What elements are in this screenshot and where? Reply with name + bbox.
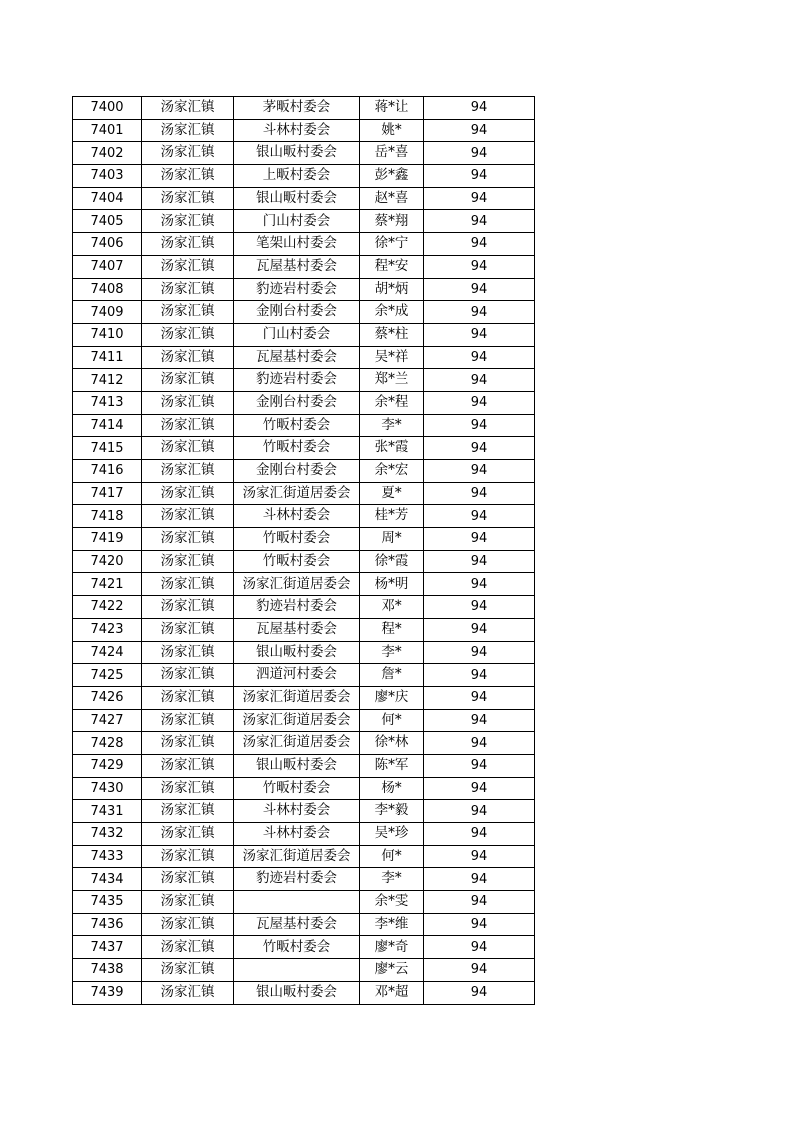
score-cell: 94 xyxy=(424,323,535,346)
row-number-cell: 7433 xyxy=(73,845,142,868)
town-cell: 汤家汇镇 xyxy=(142,641,234,664)
table-row xyxy=(73,823,535,846)
village-committee-cell: 斗林村委会 xyxy=(234,823,360,846)
person-name-cell: 蒋*让 xyxy=(360,97,424,120)
score-cell: 94 xyxy=(424,119,535,142)
town-cell: 汤家汇镇 xyxy=(142,709,234,732)
score-cell: 94 xyxy=(424,777,535,800)
row-number-cell: 7428 xyxy=(73,732,142,755)
score-cell: 94 xyxy=(424,142,535,165)
village-committee-cell: 茅畈村委会 xyxy=(234,97,360,120)
village-committee-cell: 竹畈村委会 xyxy=(234,414,360,437)
table-row xyxy=(73,460,535,483)
town-cell: 汤家汇镇 xyxy=(142,845,234,868)
village-committee-cell: 汤家汇街道居委会 xyxy=(234,686,360,709)
score-cell: 94 xyxy=(424,460,535,483)
village-committee-cell: 斗林村委会 xyxy=(234,800,360,823)
village-committee-cell: 豹迹岩村委会 xyxy=(234,278,360,301)
score-cell: 94 xyxy=(424,981,535,1004)
roster-table-body xyxy=(73,97,535,1005)
town-cell: 汤家汇镇 xyxy=(142,959,234,982)
table-row xyxy=(73,959,535,982)
table-row xyxy=(73,165,535,188)
person-name-cell: 余*雯 xyxy=(360,891,424,914)
town-cell: 汤家汇镇 xyxy=(142,550,234,573)
person-name-cell: 杨* xyxy=(360,777,424,800)
score-cell: 94 xyxy=(424,573,535,596)
person-name-cell: 李*维 xyxy=(360,913,424,936)
village-committee-cell: 竹畈村委会 xyxy=(234,936,360,959)
table-row xyxy=(73,142,535,165)
village-committee-cell: 斗林村委会 xyxy=(234,505,360,528)
row-number-cell: 7400 xyxy=(73,97,142,120)
village-committee-cell: 竹畈村委会 xyxy=(234,528,360,551)
village-committee-cell: 门山村委会 xyxy=(234,210,360,233)
row-number-cell: 7413 xyxy=(73,391,142,414)
table-row xyxy=(73,391,535,414)
row-number-cell: 7415 xyxy=(73,437,142,460)
person-name-cell: 詹* xyxy=(360,664,424,687)
score-cell: 94 xyxy=(424,187,535,210)
row-number-cell: 7414 xyxy=(73,414,142,437)
score-cell: 94 xyxy=(424,528,535,551)
table-row xyxy=(73,777,535,800)
person-name-cell: 徐*林 xyxy=(360,732,424,755)
row-number-cell: 7405 xyxy=(73,210,142,233)
village-committee-cell: 豹迹岩村委会 xyxy=(234,596,360,619)
village-committee-cell: 银山畈村委会 xyxy=(234,142,360,165)
row-number-cell: 7419 xyxy=(73,528,142,551)
person-name-cell: 周* xyxy=(360,528,424,551)
village-committee-cell: 竹畈村委会 xyxy=(234,550,360,573)
row-number-cell: 7427 xyxy=(73,709,142,732)
town-cell: 汤家汇镇 xyxy=(142,618,234,641)
row-number-cell: 7426 xyxy=(73,686,142,709)
table-row xyxy=(73,369,535,392)
town-cell: 汤家汇镇 xyxy=(142,800,234,823)
town-cell: 汤家汇镇 xyxy=(142,664,234,687)
town-cell: 汤家汇镇 xyxy=(142,142,234,165)
village-committee-cell: 金刚台村委会 xyxy=(234,391,360,414)
person-name-cell: 张*霞 xyxy=(360,437,424,460)
person-name-cell: 余*程 xyxy=(360,391,424,414)
person-name-cell: 彭*鑫 xyxy=(360,165,424,188)
person-name-cell: 徐*宁 xyxy=(360,233,424,256)
row-number-cell: 7402 xyxy=(73,142,142,165)
town-cell: 汤家汇镇 xyxy=(142,936,234,959)
town-cell: 汤家汇镇 xyxy=(142,369,234,392)
town-cell: 汤家汇镇 xyxy=(142,596,234,619)
row-number-cell: 7421 xyxy=(73,573,142,596)
row-number-cell: 7408 xyxy=(73,278,142,301)
town-cell: 汤家汇镇 xyxy=(142,119,234,142)
person-name-cell: 吴*珍 xyxy=(360,823,424,846)
village-committee-cell: 门山村委会 xyxy=(234,323,360,346)
row-number-cell: 7425 xyxy=(73,664,142,687)
person-name-cell: 蔡*柱 xyxy=(360,323,424,346)
town-cell: 汤家汇镇 xyxy=(142,391,234,414)
row-number-cell: 7404 xyxy=(73,187,142,210)
person-name-cell: 吴*祥 xyxy=(360,346,424,369)
person-name-cell: 陈*军 xyxy=(360,754,424,777)
town-cell: 汤家汇镇 xyxy=(142,754,234,777)
score-cell: 94 xyxy=(424,369,535,392)
town-cell: 汤家汇镇 xyxy=(142,210,234,233)
town-cell: 汤家汇镇 xyxy=(142,777,234,800)
table-row xyxy=(73,754,535,777)
town-cell: 汤家汇镇 xyxy=(142,346,234,369)
person-name-cell: 蔡*翔 xyxy=(360,210,424,233)
person-name-cell: 郑*兰 xyxy=(360,369,424,392)
village-committee-cell: 银山畈村委会 xyxy=(234,641,360,664)
person-name-cell: 余*成 xyxy=(360,301,424,324)
village-committee-cell: 汤家汇街道居委会 xyxy=(234,482,360,505)
person-name-cell: 何* xyxy=(360,845,424,868)
table-row xyxy=(73,641,535,664)
person-name-cell: 徐*霞 xyxy=(360,550,424,573)
person-name-cell: 邓* xyxy=(360,596,424,619)
village-committee-cell: 竹畈村委会 xyxy=(234,777,360,800)
row-number-cell: 7432 xyxy=(73,823,142,846)
table-row xyxy=(73,528,535,551)
town-cell: 汤家汇镇 xyxy=(142,460,234,483)
town-cell: 汤家汇镇 xyxy=(142,278,234,301)
table-row xyxy=(73,981,535,1004)
table-row xyxy=(73,936,535,959)
person-name-cell: 李* xyxy=(360,641,424,664)
table-row xyxy=(73,913,535,936)
score-cell: 94 xyxy=(424,709,535,732)
table-row xyxy=(73,278,535,301)
person-name-cell: 姚* xyxy=(360,119,424,142)
row-number-cell: 7439 xyxy=(73,981,142,1004)
score-cell: 94 xyxy=(424,868,535,891)
table-row xyxy=(73,596,535,619)
row-number-cell: 7423 xyxy=(73,618,142,641)
village-committee-cell: 瓦屋基村委会 xyxy=(234,913,360,936)
score-cell: 94 xyxy=(424,550,535,573)
row-number-cell: 7438 xyxy=(73,959,142,982)
village-committee-cell xyxy=(234,959,360,982)
row-number-cell: 7417 xyxy=(73,482,142,505)
town-cell: 汤家汇镇 xyxy=(142,823,234,846)
village-committee-cell: 笔架山村委会 xyxy=(234,233,360,256)
person-name-cell: 赵*喜 xyxy=(360,187,424,210)
row-number-cell: 7437 xyxy=(73,936,142,959)
table-row xyxy=(73,97,535,120)
town-cell: 汤家汇镇 xyxy=(142,301,234,324)
score-cell: 94 xyxy=(424,210,535,233)
person-name-cell: 邓*超 xyxy=(360,981,424,1004)
town-cell: 汤家汇镇 xyxy=(142,528,234,551)
table-row xyxy=(73,210,535,233)
score-cell: 94 xyxy=(424,936,535,959)
town-cell: 汤家汇镇 xyxy=(142,482,234,505)
person-name-cell: 何* xyxy=(360,709,424,732)
village-committee-cell: 瓦屋基村委会 xyxy=(234,346,360,369)
person-name-cell: 李* xyxy=(360,868,424,891)
score-cell: 94 xyxy=(424,641,535,664)
person-name-cell: 夏* xyxy=(360,482,424,505)
table-row xyxy=(73,482,535,505)
table-row xyxy=(73,868,535,891)
row-number-cell: 7434 xyxy=(73,868,142,891)
table-row xyxy=(73,891,535,914)
score-cell: 94 xyxy=(424,732,535,755)
row-number-cell: 7430 xyxy=(73,777,142,800)
row-number-cell: 7411 xyxy=(73,346,142,369)
table-row xyxy=(73,187,535,210)
table-row xyxy=(73,301,535,324)
score-cell: 94 xyxy=(424,618,535,641)
score-cell: 94 xyxy=(424,913,535,936)
table-row xyxy=(73,119,535,142)
score-cell: 94 xyxy=(424,891,535,914)
village-committee-cell: 汤家汇街道居委会 xyxy=(234,573,360,596)
town-cell: 汤家汇镇 xyxy=(142,414,234,437)
town-cell: 汤家汇镇 xyxy=(142,187,234,210)
table-row xyxy=(73,437,535,460)
row-number-cell: 7429 xyxy=(73,754,142,777)
table-row xyxy=(73,732,535,755)
person-name-cell: 程*安 xyxy=(360,255,424,278)
score-cell: 94 xyxy=(424,437,535,460)
score-cell: 94 xyxy=(424,845,535,868)
row-number-cell: 7409 xyxy=(73,301,142,324)
row-number-cell: 7412 xyxy=(73,369,142,392)
row-number-cell: 7422 xyxy=(73,596,142,619)
village-committee-cell: 瓦屋基村委会 xyxy=(234,255,360,278)
row-number-cell: 7424 xyxy=(73,641,142,664)
person-name-cell: 胡*炳 xyxy=(360,278,424,301)
person-name-cell: 李*毅 xyxy=(360,800,424,823)
row-number-cell: 7420 xyxy=(73,550,142,573)
table-row xyxy=(73,800,535,823)
table-row xyxy=(73,414,535,437)
town-cell: 汤家汇镇 xyxy=(142,913,234,936)
village-committee-cell: 竹畈村委会 xyxy=(234,437,360,460)
score-cell: 94 xyxy=(424,97,535,120)
score-cell: 94 xyxy=(424,414,535,437)
score-cell: 94 xyxy=(424,346,535,369)
table-row xyxy=(73,845,535,868)
village-committee-cell: 金刚台村委会 xyxy=(234,301,360,324)
row-number-cell: 7416 xyxy=(73,460,142,483)
person-name-cell: 李* xyxy=(360,414,424,437)
table-row xyxy=(73,709,535,732)
person-name-cell: 余*宏 xyxy=(360,460,424,483)
village-committee-cell: 银山畈村委会 xyxy=(234,754,360,777)
village-committee-cell: 上畈村委会 xyxy=(234,165,360,188)
town-cell: 汤家汇镇 xyxy=(142,868,234,891)
table-row xyxy=(73,255,535,278)
table-row xyxy=(73,618,535,641)
town-cell: 汤家汇镇 xyxy=(142,255,234,278)
row-number-cell: 7410 xyxy=(73,323,142,346)
village-committee-cell: 金刚台村委会 xyxy=(234,460,360,483)
village-committee-cell: 汤家汇街道居委会 xyxy=(234,709,360,732)
score-cell: 94 xyxy=(424,391,535,414)
row-number-cell: 7407 xyxy=(73,255,142,278)
table-row xyxy=(73,233,535,256)
town-cell: 汤家汇镇 xyxy=(142,573,234,596)
row-number-cell: 7431 xyxy=(73,800,142,823)
score-cell: 94 xyxy=(424,959,535,982)
village-committee-cell: 豹迹岩村委会 xyxy=(234,369,360,392)
village-committee-cell: 汤家汇街道居委会 xyxy=(234,845,360,868)
row-number-cell: 7406 xyxy=(73,233,142,256)
village-committee-cell: 银山畈村委会 xyxy=(234,187,360,210)
score-cell: 94 xyxy=(424,505,535,528)
roster-table xyxy=(72,96,535,1005)
town-cell: 汤家汇镇 xyxy=(142,732,234,755)
table-row xyxy=(73,664,535,687)
person-name-cell: 杨*明 xyxy=(360,573,424,596)
row-number-cell: 7436 xyxy=(73,913,142,936)
score-cell: 94 xyxy=(424,255,535,278)
village-committee-cell: 斗林村委会 xyxy=(234,119,360,142)
person-name-cell: 廖*奇 xyxy=(360,936,424,959)
town-cell: 汤家汇镇 xyxy=(142,437,234,460)
person-name-cell: 廖*庆 xyxy=(360,686,424,709)
town-cell: 汤家汇镇 xyxy=(142,686,234,709)
score-cell: 94 xyxy=(424,800,535,823)
town-cell: 汤家汇镇 xyxy=(142,97,234,120)
town-cell: 汤家汇镇 xyxy=(142,323,234,346)
town-cell: 汤家汇镇 xyxy=(142,891,234,914)
village-committee-cell: 银山畈村委会 xyxy=(234,981,360,1004)
score-cell: 94 xyxy=(424,686,535,709)
table-row xyxy=(73,573,535,596)
score-cell: 94 xyxy=(424,301,535,324)
score-cell: 94 xyxy=(424,165,535,188)
score-cell: 94 xyxy=(424,823,535,846)
village-committee-cell: 瓦屋基村委会 xyxy=(234,618,360,641)
table-row xyxy=(73,505,535,528)
village-committee-cell xyxy=(234,891,360,914)
score-cell: 94 xyxy=(424,596,535,619)
town-cell: 汤家汇镇 xyxy=(142,233,234,256)
score-cell: 94 xyxy=(424,233,535,256)
person-name-cell: 廖*云 xyxy=(360,959,424,982)
score-cell: 94 xyxy=(424,754,535,777)
row-number-cell: 7435 xyxy=(73,891,142,914)
person-name-cell: 程* xyxy=(360,618,424,641)
town-cell: 汤家汇镇 xyxy=(142,505,234,528)
row-number-cell: 7401 xyxy=(73,119,142,142)
row-number-cell: 7418 xyxy=(73,505,142,528)
village-committee-cell: 豹迹岩村委会 xyxy=(234,868,360,891)
person-name-cell: 桂*芳 xyxy=(360,505,424,528)
table-row xyxy=(73,550,535,573)
table-row xyxy=(73,686,535,709)
person-name-cell: 岳*喜 xyxy=(360,142,424,165)
row-number-cell: 7403 xyxy=(73,165,142,188)
score-cell: 94 xyxy=(424,482,535,505)
score-cell: 94 xyxy=(424,664,535,687)
table-row xyxy=(73,323,535,346)
town-cell: 汤家汇镇 xyxy=(142,981,234,1004)
table-row xyxy=(73,346,535,369)
village-committee-cell: 汤家汇街道居委会 xyxy=(234,732,360,755)
town-cell: 汤家汇镇 xyxy=(142,165,234,188)
village-committee-cell: 泗道河村委会 xyxy=(234,664,360,687)
score-cell: 94 xyxy=(424,278,535,301)
